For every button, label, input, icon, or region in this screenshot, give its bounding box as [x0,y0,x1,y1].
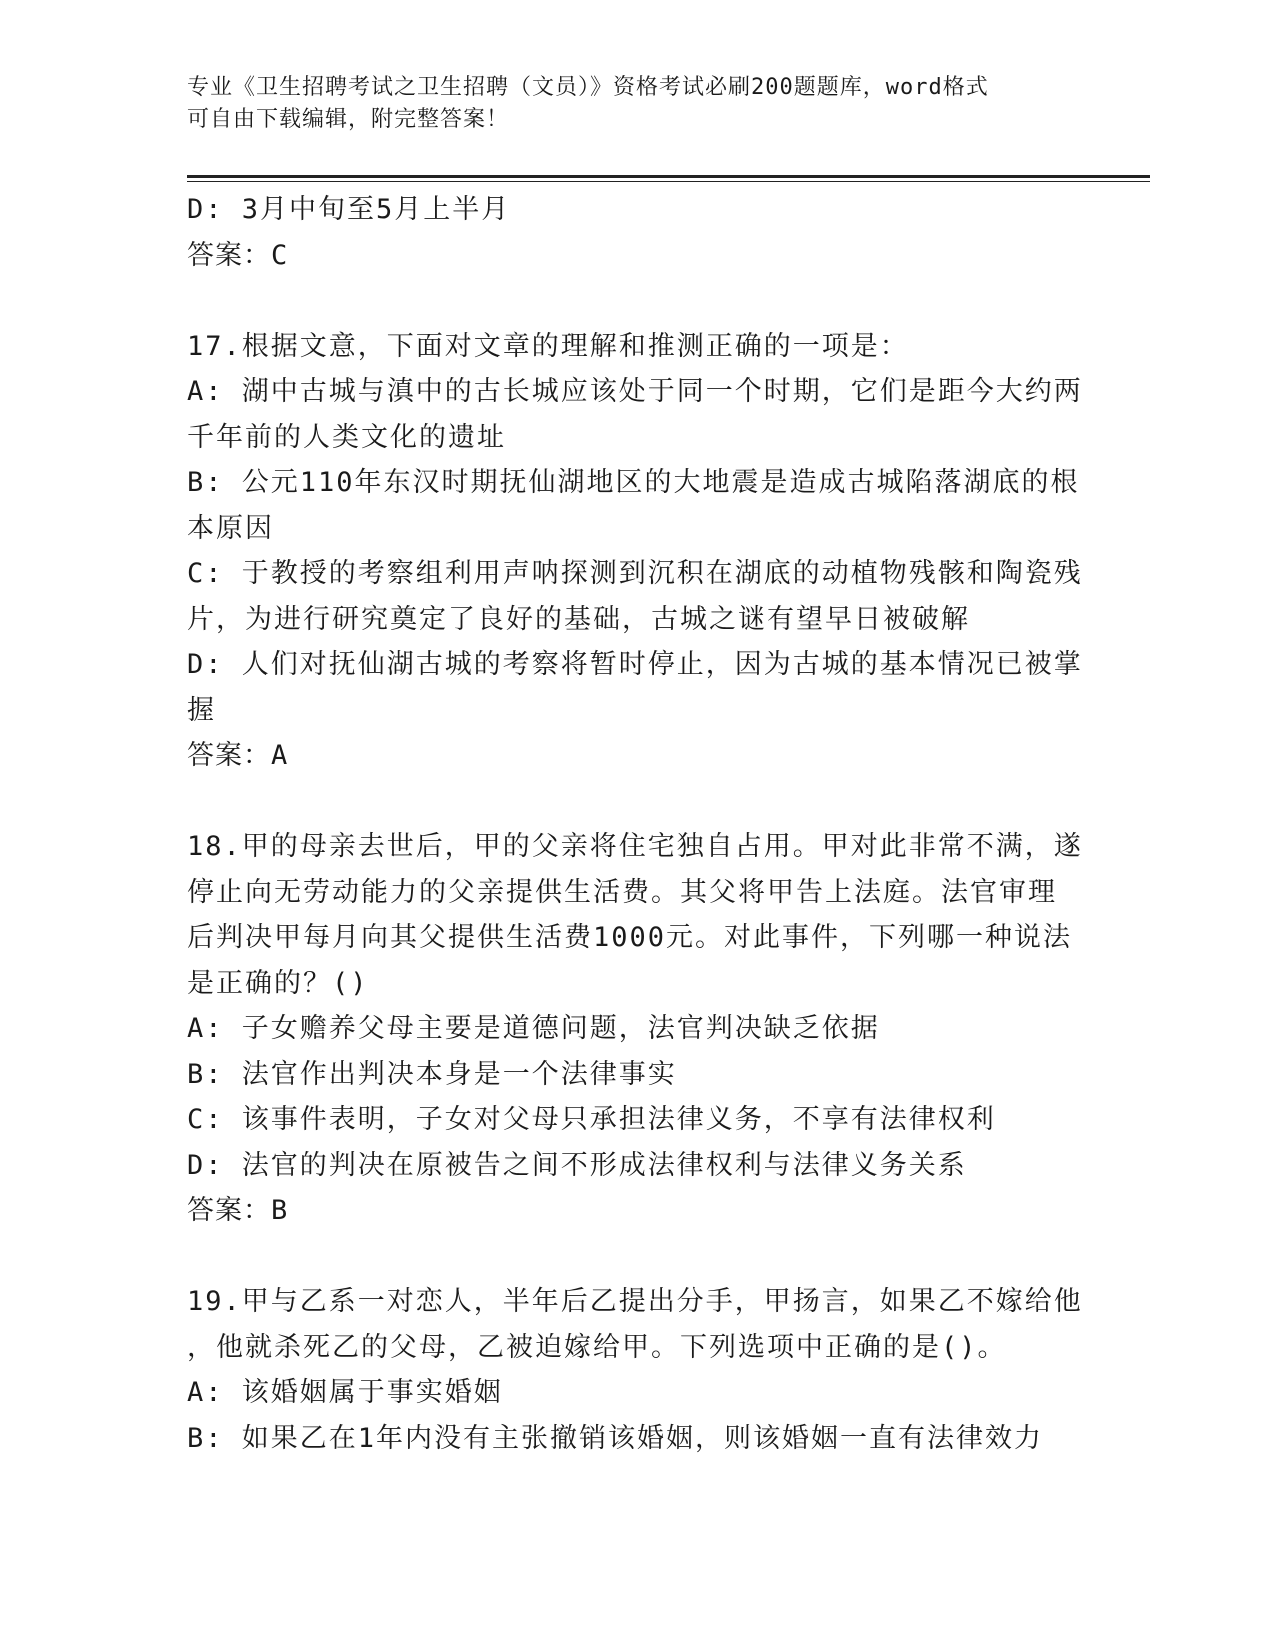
header-divider-thick [187,175,1150,178]
option-b: B: 公元110年东汉时期抚仙湖地区的大地震是造成古城陷落湖底的根 [187,467,1080,498]
option-d: D: 人们对抚仙湖古城的考察将暂时停止，因为古城的基本情况已被掌 [187,649,1083,680]
option-c: C: 于教授的考察组利用声呐探测到沉积在湖底的动植物残骸和陶瓷残 [187,558,1083,589]
option-c: C: 该事件表明，子女对父母只承担法律义务，不享有法律权利 [187,1104,996,1135]
header-line-1: 专业《卫生招聘考试之卫生招聘（文员）》资格考试必刷200题题库，word格式 [187,75,989,100]
option-a-continued: 千年前的人类文化的遗址 [187,421,506,453]
spacer [187,779,1087,825]
question-stem: 19.甲与乙系一对恋人，半年后乙提出分手，甲扬言，如果乙不嫁给他 [187,1286,1083,1317]
question-stem-continued: ，他就杀死乙的父母，乙被迫嫁给甲。下列选项中正确的是()。 [187,1331,1007,1363]
answer: 答案：B [187,1195,289,1226]
answer: 答案：C [187,239,289,271]
question-16-tail [187,187,1087,278]
option-a: A: 子女赡养父母主要是道德问题，法官判决缺乏依据 [187,1013,880,1044]
question-stem-continued: 是正确的？() [187,967,369,999]
option-d: D: 法官的判决在原被告之间不形成法律权利与法律义务关系 [187,1149,967,1181]
option-d-continued: 握 [187,694,216,726]
question-content [187,187,1087,1461]
answer: 答案：A [187,740,289,771]
option-a: A: 湖中古城与滇中的古长城应该处于同一个时期，它们是距今大约两 [187,376,1083,407]
question-19 [187,1279,1087,1461]
option-b-continued: 本原因 [187,512,274,544]
question-stem: 17.根据文意，下面对文章的理解和推测正确的一项是： [187,330,909,362]
option-b: B: 法官作出判决本身是一个法律事实 [187,1058,677,1090]
question-stem-continued: 停止向无劳动能力的父亲提供生活费。其父将甲告上法庭。法官审理 [187,876,1057,908]
option-d: D: 3月中旬至5月上半月 [187,194,511,225]
spacer [187,1234,1087,1280]
spacer [187,278,1087,324]
question-18 [187,824,1087,1234]
option-a: A: 该婚姻属于事实婚姻 [187,1377,503,1408]
question-17 [187,324,1087,779]
question-stem-continued: 后判决甲每月向其父提供生活费1000元。对此事件，下列哪一种说法 [187,922,1073,953]
option-b: B: 如果乙在1年内没有主张撤销该婚姻，则该婚姻一直有法律效力 [187,1422,1044,1454]
option-c-continued: 片，为进行研究奠定了良好的基础，古城之谜有望早日被破解 [187,603,970,635]
header-divider-thin [187,181,1150,182]
document-header [187,72,1067,136]
question-stem: 18.甲的母亲去世后，甲的父亲将住宅独自占用。甲对此非常不满，遂 [187,831,1083,862]
header-line-2: 可自由下载编辑，附完整答案！ [187,107,510,132]
